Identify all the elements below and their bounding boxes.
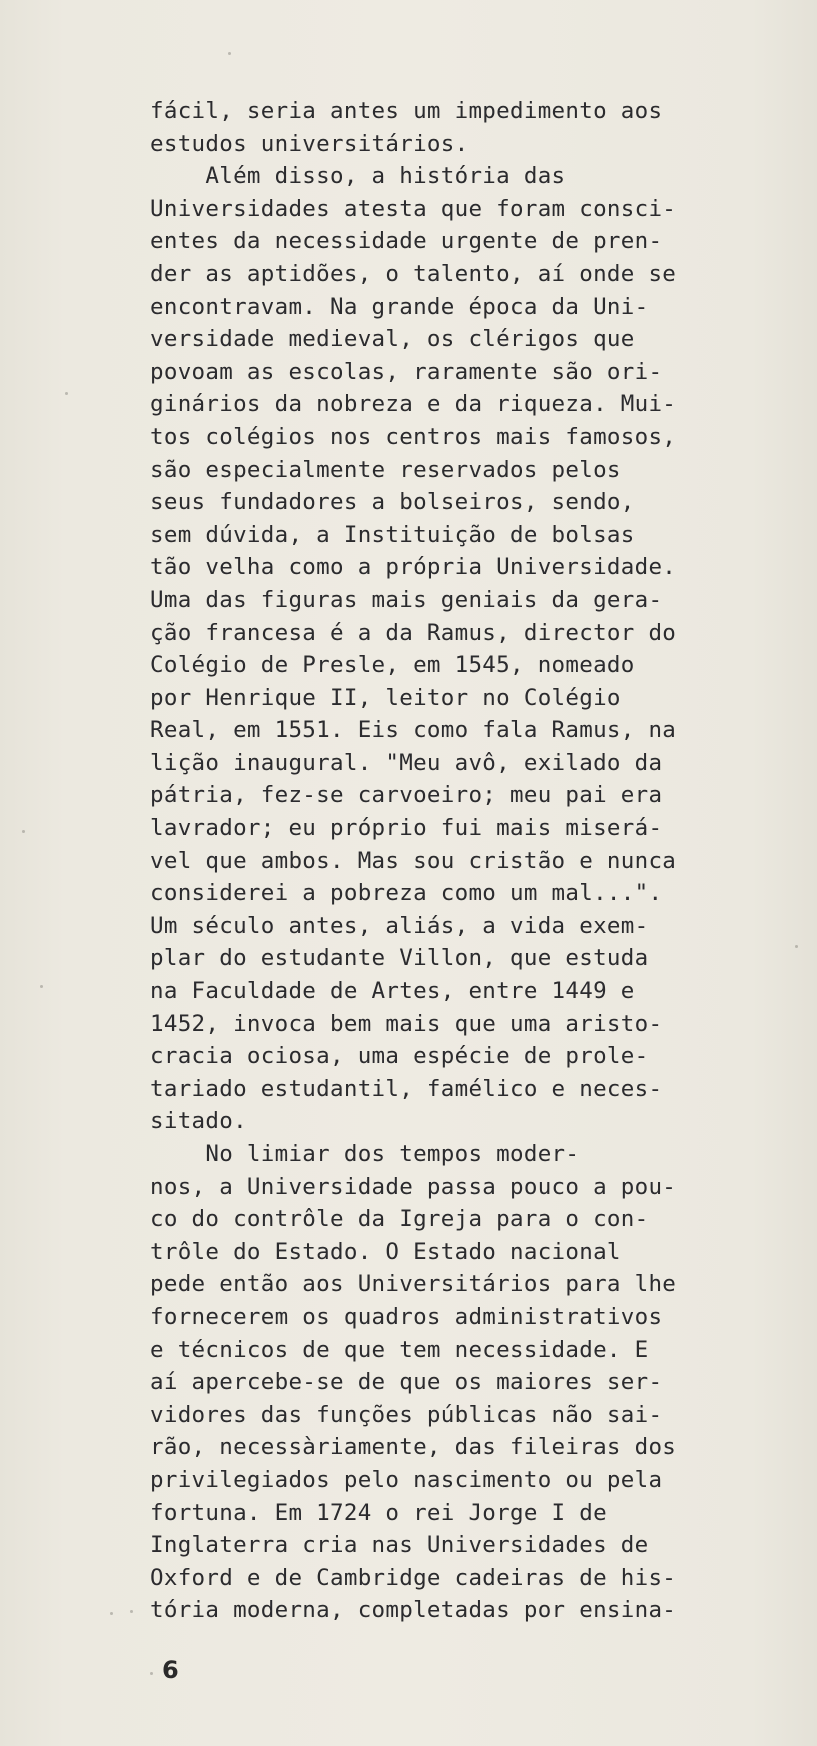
text-line: ção francesa é a da Ramus, director do — [150, 619, 677, 646]
text-line: tariado estudantil, famélico e neces- — [150, 1075, 663, 1102]
text-line: Real, em 1551. Eis como fala Ramus, na — [150, 717, 677, 744]
text-line: privilegiados pelo nascimento ou pela — [150, 1466, 663, 1493]
text-line: Um século antes, aliás, a vida exem- — [150, 912, 649, 939]
text-line: na Faculdade de Artes, entre 1449 e — [150, 978, 635, 1005]
text-line: são especialmente reservados pelos — [150, 456, 621, 483]
text-line: Inglaterra cria nas Universidades de — [150, 1532, 649, 1559]
text-line: 1452, invoca bem mais que uma aristo- — [150, 1010, 663, 1037]
page-number: 6 — [162, 1656, 179, 1684]
text-line: tão velha como a própria Universidade. — [150, 554, 677, 581]
paper-speck — [130, 1610, 133, 1613]
paper-speck — [110, 1612, 113, 1615]
text-line: fácil, seria antes um impedimento aos — [150, 98, 663, 124]
text-line: Oxford e de Cambridge cadeiras de his- — [150, 1564, 677, 1591]
text-line: ginários da nobreza e da riqueza. Mui- — [150, 391, 677, 418]
text-line: versidade medieval, os clérigos que — [150, 326, 635, 353]
text-line: aí apercebe-se de que os maiores ser- — [150, 1369, 663, 1396]
text-line: co do contrôle da Igreja para o con- — [150, 1206, 649, 1233]
text-line: Colégio de Presle, em 1545, nomeado — [150, 652, 635, 679]
text-line: pede então aos Universitários para lhe — [150, 1271, 677, 1298]
text-line: considerei a pobreza como um mal...". — [150, 880, 663, 907]
text-line: No limiar dos tempos moder- — [150, 1141, 580, 1167]
text-line: Uma das figuras mais geniais da gera- — [150, 586, 663, 613]
paper-speck — [228, 52, 231, 55]
text-line: encontravam. Na grande época da Uni- — [150, 293, 649, 320]
paper-speck — [22, 830, 25, 833]
text-line: der as aptidões, o talento, aí onde se — [150, 260, 677, 287]
text-line: entes da necessidade urgente de pren- — [150, 228, 663, 255]
text-line: lavrador; eu próprio fui mais miserá- — [150, 815, 663, 842]
text-line: fornecerem os quadros administrativos — [150, 1303, 663, 1330]
paper-speck — [65, 392, 68, 395]
text-line: vel que ambos. Mas sou cristão e nunca — [150, 847, 677, 874]
text-line: cracia ociosa, uma espécie de prole- — [150, 1043, 649, 1070]
text-line: sem dúvida, a Instituição de bolsas — [150, 521, 635, 548]
text-line: sitado. — [150, 1108, 247, 1135]
text-line: estudos universitários. — [150, 130, 469, 157]
text-line: tos colégios nos centros mais famosos, — [150, 423, 677, 450]
text-line: seus fundadores a bolseiros, sendo, — [150, 489, 635, 516]
text-line: trôle do Estado. O Estado nacional — [150, 1238, 621, 1265]
paper-speck — [40, 985, 43, 988]
paper-speck — [795, 945, 798, 948]
text-line: tória moderna, completadas por ensina- — [150, 1597, 677, 1624]
paper-speck — [150, 1672, 153, 1675]
body-text — [150, 95, 680, 1627]
text-line: Além disso, a história das — [150, 163, 566, 190]
text-line: rão, necessàriamente, das fileiras dos — [150, 1434, 677, 1461]
text-line: pátria, fez-se carvoeiro; meu pai era — [150, 782, 663, 809]
text-line: e técnicos de que tem necessidade. E — [150, 1336, 649, 1363]
text-line: Universidades atesta que foram consci- — [150, 195, 677, 222]
text-line: por Henrique II, leitor no Colégio — [150, 684, 621, 711]
text-line: fortuna. Em 1724 o rei Jorge I de — [150, 1499, 607, 1526]
text-line: lição inaugural. "Meu avô, exilado da — [150, 749, 663, 776]
text-line: povoam as escolas, raramente são ori- — [150, 358, 663, 385]
text-line: nos, a Universidade passa pouco a pou- — [150, 1173, 677, 1200]
text-line: vidores das funções públicas não sai- — [150, 1401, 663, 1428]
text-line: plar do estudante Villon, que estuda — [150, 945, 649, 972]
